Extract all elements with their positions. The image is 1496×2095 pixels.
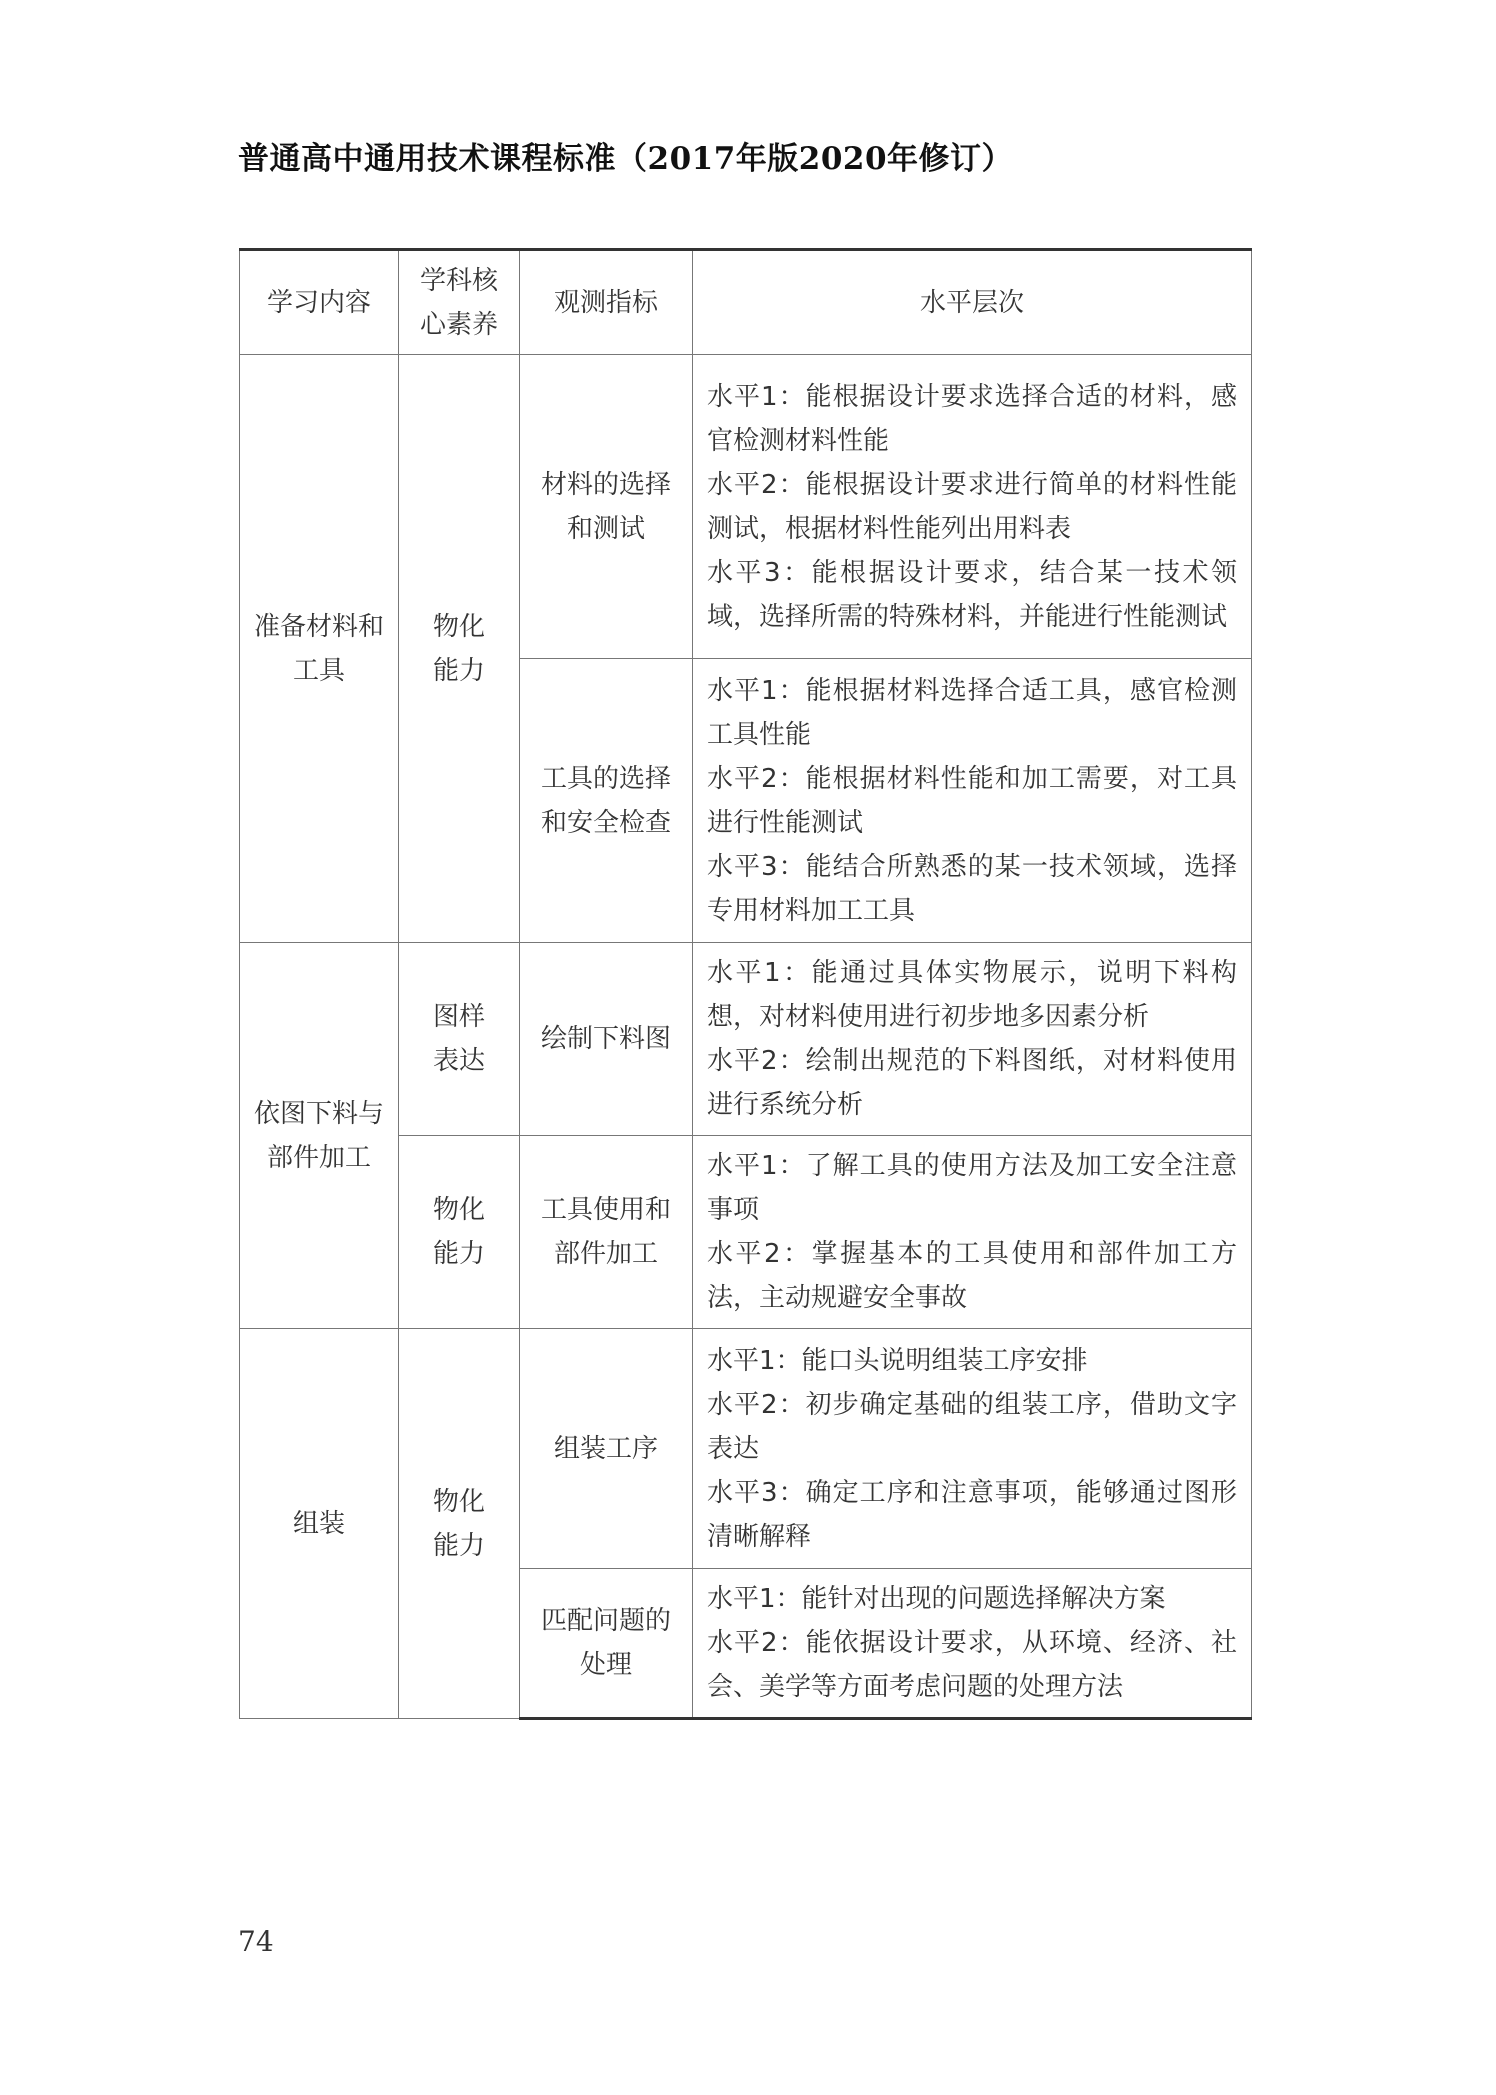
core-literacy-cell: 物化 能力	[399, 355, 520, 943]
level-cell: 水平1：能针对出现的问题选择解决方案 水平2：能依据设计要求，从环境、经济、社会、美学等方面考虑问题的处理方法	[693, 1569, 1252, 1719]
page-number: 74	[238, 1925, 274, 1958]
header-level: 水平层次	[693, 250, 1252, 355]
learning-content-cell: 依图下料与 部件加工	[240, 943, 399, 1329]
table-row	[240, 355, 1252, 659]
header-learning-content: 学习内容	[240, 250, 399, 355]
indicator-cell: 工具的选择 和安全检查	[520, 659, 693, 943]
core-literacy-cell: 物化 能力	[399, 1136, 520, 1329]
level-cell: 水平1：能根据设计要求选择合适的材料，感官检测材料性能 水平2：能根据设计要求进行简单的材料性能测试，根据材料性能列出用料表 水平3：能根据设计要求，结合某一技术领域，选择所需的特殊材料，并能进行性能测试	[693, 355, 1252, 659]
learning-content-cell: 准备材料和 工具	[240, 355, 399, 943]
learning-content-cell: 组装	[240, 1329, 399, 1719]
indicator-cell: 绘制下料图	[520, 943, 693, 1136]
curriculum-standard-table	[239, 248, 1252, 1720]
indicator-cell: 材料的选择 和测试	[520, 355, 693, 659]
indicator-cell: 组装工序	[520, 1329, 693, 1569]
header-core-literacy: 学科核 心素养	[399, 250, 520, 355]
level-cell: 水平1：能根据材料选择合适工具，感官检测工具性能 水平2：能根据材料性能和加工需要，对工具进行性能测试 水平3：能结合所熟悉的某一技术领域，选择专用材料加工工具	[693, 659, 1252, 943]
core-literacy-cell: 物化 能力	[399, 1329, 520, 1719]
header-observation-indicator: 观测指标	[520, 250, 693, 355]
indicator-cell: 工具使用和 部件加工	[520, 1136, 693, 1329]
table-header	[240, 250, 1252, 355]
level-cell: 水平1：能口头说明组装工序安排 水平2：初步确定基础的组装工序，借助文字表达 水平3：确定工序和注意事项，能够通过图形清晰解释	[693, 1329, 1252, 1569]
indicator-cell: 匹配问题的 处理	[520, 1569, 693, 1719]
level-cell: 水平1：了解工具的使用方法及加工安全注意事项 水平2：掌握基本的工具使用和部件加工方法，主动规避安全事故	[693, 1136, 1252, 1329]
level-cell: 水平1：能通过具体实物展示，说明下料构想，对材料使用进行初步地多因素分析 水平2：绘制出规范的下料图纸，对材料使用进行系统分析	[693, 943, 1252, 1136]
running-header: 普通高中通用技术课程标准（2017年版2020年修订）	[238, 141, 1014, 177]
table-row	[240, 1329, 1252, 1569]
core-literacy-cell: 图样 表达	[399, 943, 520, 1136]
table-row	[240, 943, 1252, 1136]
